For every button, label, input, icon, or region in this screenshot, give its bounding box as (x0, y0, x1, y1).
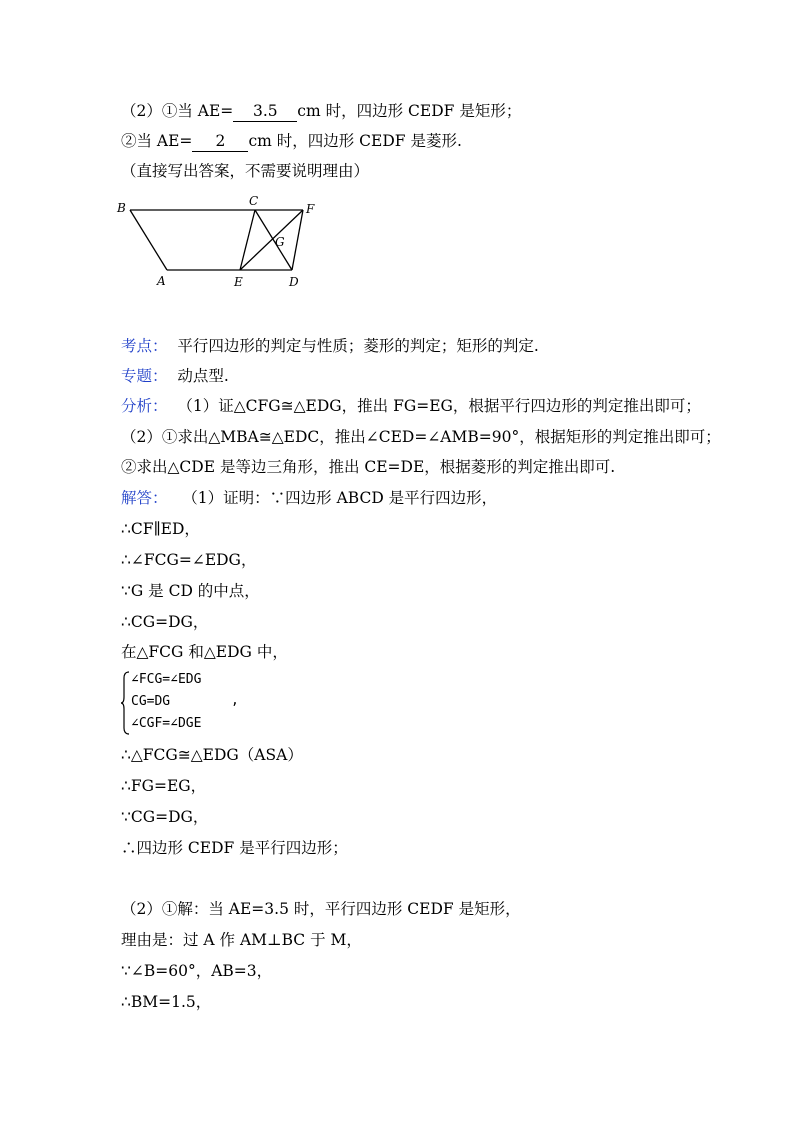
label-f: F (306, 202, 315, 216)
part2-solution-4: ∴BM=1.5， (121, 993, 212, 1011)
proof-step: ∴CF∥ED， (121, 520, 200, 538)
answer-blank-rect: 3.5 (233, 101, 297, 122)
part2-solution-3: ∵∠B=60°，AB=3， (121, 962, 273, 980)
segment-ce (240, 210, 255, 270)
fenxi-label: 分析： (121, 397, 168, 415)
proof-step: ∴CG=DG， (121, 613, 209, 631)
geometry-figure (112, 188, 322, 288)
zhuanti-label: 专题： (121, 367, 168, 385)
system-eq-2: CG=DG (131, 694, 171, 709)
label-c: C (249, 194, 259, 208)
system-comma: , (231, 693, 239, 708)
segment-cd (255, 210, 292, 270)
proof-step: 在△FCG 和△EDG 中， (121, 643, 288, 661)
segment-ba (130, 210, 167, 270)
fenxi-line-3: ②求出△CDE 是等边三角形，推出 CE=DE，根据菱形的判定推出即可. (121, 458, 616, 476)
instruction-note: （直接写出答案，不需要说明理由） (121, 162, 370, 180)
label-d: D (289, 275, 299, 288)
part2-question-rhombus: ②当 AE= 2 cm 时，四边形 CEDF 是菱形. (121, 132, 462, 150)
left-brace (121, 670, 131, 736)
label-g: G (275, 235, 285, 249)
jieda-line-1: 解答： （1）证明：∵四边形 ABCD 是平行四边形， (121, 489, 498, 507)
label-b: B (117, 201, 126, 215)
answer-blank-rhombus: 2 (192, 131, 248, 152)
part2-solution-1: （2）①解：当 AE=3.5 时，平行四边形 CEDF 是矩形， (121, 900, 521, 918)
proof-step: ∴△FCG≅△EDG（ASA） (121, 746, 303, 764)
label-e: E (234, 275, 243, 288)
proof-step: ∵G 是 CD 的中点， (121, 582, 260, 600)
system-eq-1: ∠FCG=∠EDG (131, 672, 202, 687)
proof-step: ∵CG=DG， (121, 808, 209, 826)
kaodian-label: 考点： (121, 337, 168, 355)
jieda-label: 解答： (121, 489, 168, 507)
fenxi-line-2: （2）①求出△MBA≅△EDC，推出∠CED=∠AMB=90°，根据矩形的判定推出即可； (121, 428, 721, 446)
zhuanti-line: 专题： 动点型. (121, 367, 229, 385)
proof-step: ∴FG=EG， (121, 777, 207, 795)
kaodian-line: 考点： 平行四边形的判定与性质；菱形的判定；矩形的判定. (121, 337, 539, 355)
proof-step: ∴四边形 CEDF 是平行四边形； (121, 839, 348, 857)
part2-solution-2: 理由是：过 A 作 AM⊥BC 于 M， (121, 931, 362, 949)
system-eq-3: ∠CGF=∠DGE (131, 716, 202, 731)
proof-step: ∴∠FCG=∠EDG， (121, 551, 257, 569)
fenxi-line-1: 分析： （1）证△CFG≅△EDG，推出 FG=EG，根据平行四边形的判定推出即可； (121, 397, 701, 415)
label-a: A (157, 274, 166, 288)
equation-system (121, 670, 321, 736)
part2-question-rect: （2）①当 AE= 3.5 cm 时，四边形 CEDF 是矩形； (121, 102, 522, 120)
